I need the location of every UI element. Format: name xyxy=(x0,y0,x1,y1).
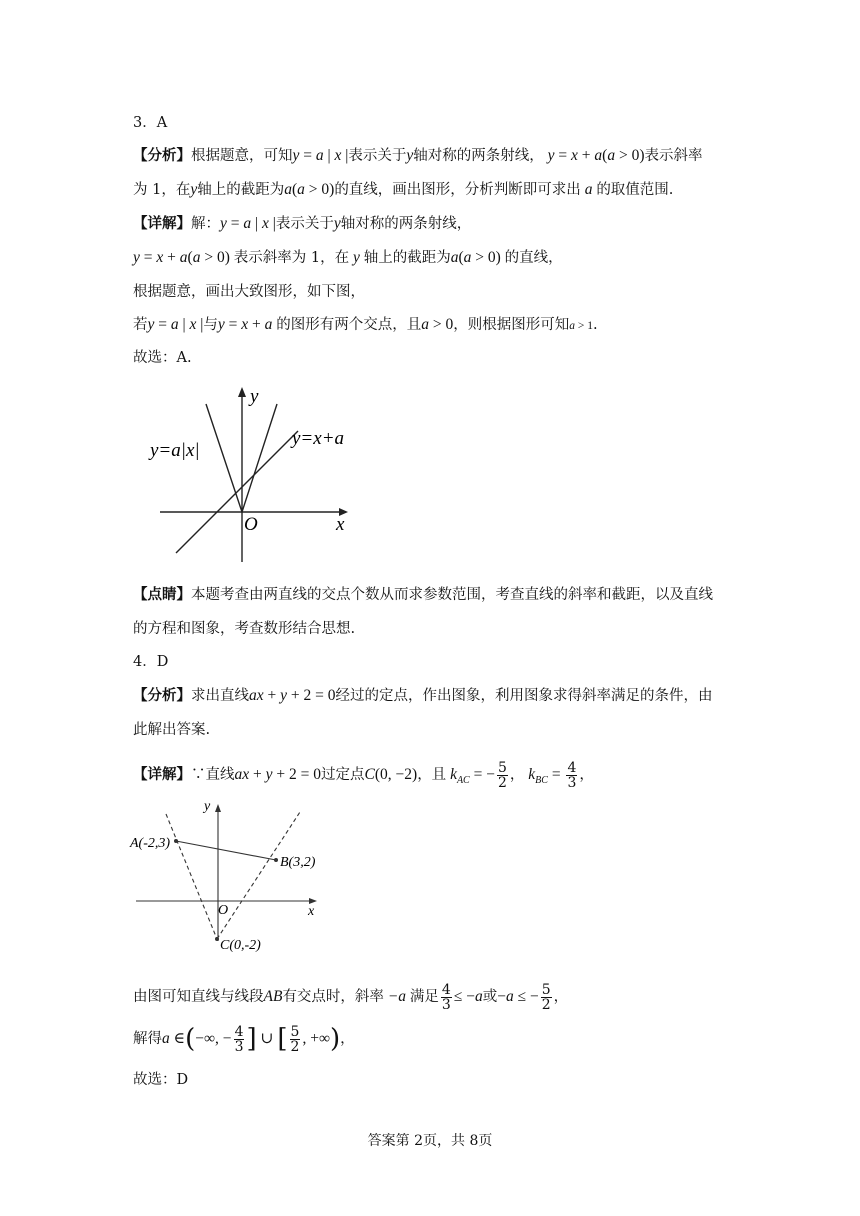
q3-analysis: 【分析】根据题意，可知y = a | x |表示关于y轴对称的两条射线， y = x + a(a > 0)表示斜率 xyxy=(133,147,703,164)
q4-choice: 故选：D xyxy=(133,1072,189,1088)
q4-analysis: 【分析】求出直线ax + y + 2 = 0经过的定点，作出图象，利用图象求得斜率满足的条件，由 xyxy=(133,687,713,704)
q3-comment-tag: 【点睛】 xyxy=(133,586,191,603)
q3-comment: 【点睛】本题考查由两直线的交点个数从而求参数范围，考查直线的斜率和截距，以及直线 xyxy=(133,586,713,603)
q4-axis-y-label: y xyxy=(204,799,211,814)
q3-detail-tag: 【详解】 xyxy=(133,215,191,232)
q3-axis-x-label: x xyxy=(336,514,345,535)
q3-number: 3．A xyxy=(133,115,168,131)
q3-detail: 【详解】解：y = a | x |表示关于y轴对称的两条射线， xyxy=(133,215,472,232)
q4-segment-ab xyxy=(176,841,276,860)
q3-detail-line2: y = x + a(a > 0) 表示斜率为 1，在 y 轴上的截距为a(a > 0) 的直线， xyxy=(133,249,563,266)
q3-axis-y-label: y xyxy=(250,386,259,407)
q3-label-linear: y=x+a xyxy=(292,428,345,449)
q4-figure xyxy=(126,796,326,956)
q4-origin-label: O xyxy=(218,903,229,918)
q3-detail-line3: 根据题意，画出大致图形，如下图， xyxy=(133,284,365,300)
q4-analysis-cont: 此解出答案. xyxy=(133,722,211,738)
q4-detail: 【详解】∵直线ax + y + 2 = 0过定点C(0, −2)，且 $k_{AC}$ = − $\frac{5}{2}$ ， $k_{BC}$ = $\frac{4}{3}$ ， xyxy=(133,759,594,791)
q3-comment-cont: 的方程和图象，考查数形结合思想. xyxy=(133,621,356,637)
q4-analysis-tag: 【分析】 xyxy=(133,687,191,704)
q3-analysis-cont: 为 1，在y轴上的截距为a(a > 0)的直线，画出图形，分析判断即可求出 a 的取值范围. xyxy=(133,181,674,198)
q4-number: 4．D xyxy=(133,654,169,670)
q4-label-b: B(3,2) xyxy=(280,855,316,870)
q3-origin-label: O xyxy=(244,514,258,535)
q3-analysis-tag: 【分析】 xyxy=(133,147,191,164)
q4-axis-x-label: x xyxy=(308,904,315,919)
q4-point-c xyxy=(215,937,219,941)
q3-detail-line4: 若y = a | x |与y = x + a 的图形有两个交点，且a > 0，则根据图形可知a > 1. xyxy=(133,316,598,333)
q3-label-abs: y=a|x| xyxy=(150,440,200,461)
q4-label-c: C(0,-2) xyxy=(220,938,261,953)
q3-choice: 故选：A. xyxy=(133,350,192,366)
q4-y-arrow xyxy=(215,804,221,812)
q4-dashed-left xyxy=(166,814,217,939)
q3-y-arrow xyxy=(238,387,246,397)
q4-dashed-right xyxy=(217,812,300,939)
q4-point-b xyxy=(274,858,278,862)
q4-detail-line2: 由图可知直线与线段AB有交点时，斜率 −a 满足 $\frac{4}{3}$ ≤ −a或−a ≤ − $\frac{5}{2}$ ， xyxy=(133,981,569,1013)
q4-detail-tag: 【详解】 xyxy=(133,766,191,783)
q4-label-a: A(-2,3) xyxy=(130,836,171,851)
q4-detail-line3: 解得a ∈(−∞, − $\frac{4}{3}$ ] ∪ [ $\frac{5}{2}$ , +∞)， xyxy=(133,1023,355,1055)
page-footer: 答案第 2页，共 8页 xyxy=(367,1133,493,1149)
q4-point-a xyxy=(174,839,178,843)
q3-figure xyxy=(140,382,370,570)
